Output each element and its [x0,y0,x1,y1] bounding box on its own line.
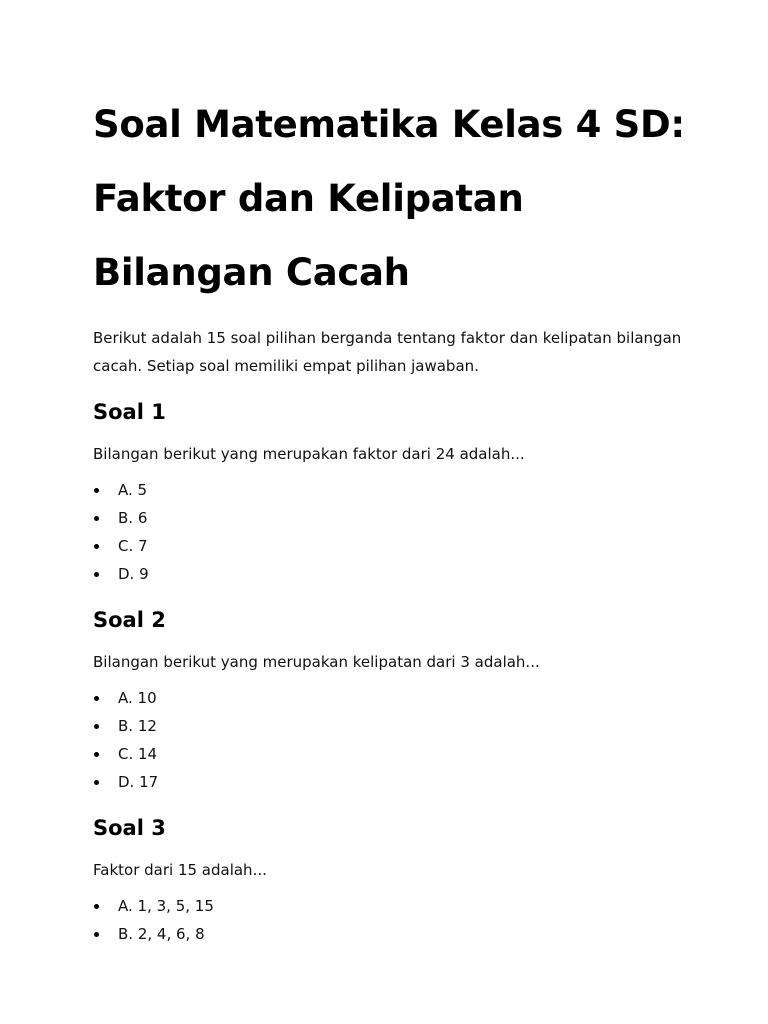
title-line: Faktor dan Kelipatan [93,177,524,220]
option-label: A. 5 [118,481,148,499]
document-title [93,0,693,310]
answer-options [93,476,693,588]
option-label: C. 14 [118,745,158,763]
question-3 [93,814,693,948]
answer-option [93,920,693,948]
answer-options [93,684,693,796]
answer-option [93,712,693,740]
bullet-icon [94,932,99,937]
answer-option [93,476,693,504]
option-label: C. 7 [118,537,148,555]
option-label: D. 17 [118,773,159,791]
answer-option [93,560,693,588]
option-label: B. 6 [118,509,148,527]
question-1 [93,398,693,588]
answer-option [93,740,693,768]
question-text: Faktor dari 15 adalah... [93,861,267,879]
option-label: B. 2, 4, 6, 8 [118,925,205,943]
bullet-icon [94,696,99,701]
bullet-icon [94,904,99,909]
answer-options [93,892,693,948]
title-line: Soal Matematika Kelas 4 SD: [93,103,685,146]
bullet-icon [94,752,99,757]
bullet-icon [94,572,99,577]
answer-option [93,684,693,712]
answer-option [93,504,693,532]
option-label: D. 9 [118,565,149,583]
bullet-icon [94,516,99,521]
document-page [93,0,693,948]
question-heading: Soal 3 [93,816,166,840]
question-heading: Soal 2 [93,608,166,632]
question-text: Bilangan berikut yang merupakan faktor dari 24 adalah... [93,445,525,463]
bullet-icon [94,488,99,493]
bullet-icon [94,724,99,729]
answer-option [93,768,693,796]
bullet-icon [94,544,99,549]
option-label: A. 1, 3, 5, 15 [118,897,214,915]
question-heading: Soal 1 [93,400,166,424]
option-label: B. 12 [118,717,157,735]
title-line: Bilangan Cacah [93,251,410,294]
answer-option [93,532,693,560]
answer-option [93,892,693,920]
option-label: A. 10 [118,689,157,707]
question-2 [93,606,693,796]
intro-paragraph: Berikut adalah 15 soal pilihan berganda tentang faktor dan kelipatan bilangan cacah. Setiap soal memiliki empat pilihan jawaban. [93,329,682,375]
question-text: Bilangan berikut yang merupakan kelipatan dari 3 adalah... [93,653,540,671]
bullet-icon [94,780,99,785]
